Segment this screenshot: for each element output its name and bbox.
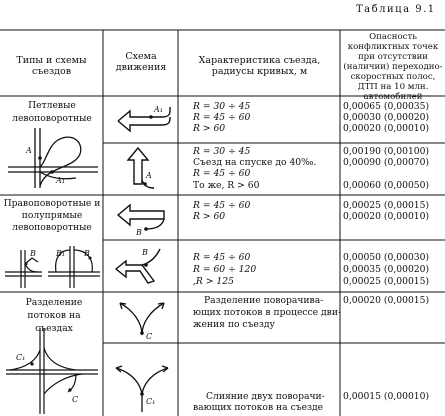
row4-char-3: ,R > 125 [193, 276, 234, 287]
row4-danger-3: 0,00025 (0,00015) [343, 276, 430, 287]
split-label-c: C [72, 395, 79, 404]
row5-char-1: Разделение поворачива- [204, 295, 324, 306]
group-title-right: Правоповоротные и полупрямые левоповоротные [3, 198, 101, 233]
loop-interchange-diagram [6, 128, 101, 190]
group-title-split: Разделение потоков на съездах [25, 297, 83, 334]
loop-label-a: A [26, 146, 32, 155]
row3-char-2: R > 60 [193, 211, 226, 222]
row4-danger-1: 0,00050 (0,00030) [343, 252, 430, 263]
row6-danger-1: 0,00015 (0,00010) [343, 391, 430, 402]
row2-char-4: То же, R > 60 [193, 180, 260, 191]
row1-danger-1: 0,00065 (0,00035) [343, 101, 430, 112]
scheme-label-row4: B [142, 248, 148, 257]
row1-char-3: R > 60 [193, 123, 226, 134]
header-danger: Опасность конфликтных точек при отсутствии (наличии) переходно-скоростных полос, ДТП на 10 млн. автомобилей [343, 32, 443, 102]
row2-danger-2: 0,00090 (0,00070) [343, 157, 430, 168]
row1-danger-3: 0,00020 (0,00010) [343, 123, 430, 134]
row2-danger-1: 0,00190 (0,00100) [343, 146, 430, 157]
row3-danger-1: 0,00025 (0,00015) [343, 200, 430, 211]
right-turn-diagrams [4, 244, 102, 290]
row2-char-1: R = 30 ÷ 45 [193, 146, 251, 157]
scheme-icon-row1 [112, 99, 174, 141]
row3-danger-2: 0,00020 (0,00010) [343, 211, 430, 222]
header-scheme: Схема движения [115, 51, 167, 73]
right-label-b2: B [84, 249, 90, 258]
scheme-icon-row2 [112, 146, 174, 192]
scheme-label-row2: A [146, 171, 152, 180]
scheme-label-row1: A₁ [154, 105, 163, 114]
row5-danger-1: 0,00020 (0,00015) [343, 295, 430, 306]
row3-char-1: R = 45 ÷ 60 [193, 200, 251, 211]
right-label-b: B [30, 249, 36, 258]
row1-char-2: R = 45 ÷ 60 [193, 112, 251, 123]
loop-label-a1: A₁ [56, 176, 65, 185]
header-types: Типы и схемы съездов [16, 55, 87, 77]
row2-danger-3: 0,00060 (0,00050) [343, 180, 430, 191]
group-title-loop: Петлевые левоповоротные [12, 100, 92, 124]
scheme-label-row3: B [136, 228, 142, 237]
scheme-icon-row5 [112, 295, 174, 341]
row6-char-1: Слияние двух поворачи- [206, 391, 325, 402]
row1-char-1: R = 30 ÷ 45 [193, 101, 251, 112]
split-label-c1: C₁ [16, 353, 26, 362]
scheme-icon-row4 [112, 243, 174, 291]
row5-char-3: жения по съезду [193, 319, 275, 330]
right-label-b1: B₁ [56, 249, 66, 258]
scheme-icon-row6 [112, 346, 174, 414]
row5-char-2: ющих потоков в процессе дви- [193, 307, 342, 318]
row4-danger-2: 0,00035 (0,00020) [343, 264, 430, 275]
row6-char-2: вающих потоков на съезде [193, 402, 324, 413]
header-characteristics: Характеристика съезда, радиусы кривых, м [198, 55, 321, 77]
flow-split-diagram [6, 328, 100, 414]
scheme-label-row6: C₁ [146, 397, 156, 406]
scheme-label-row5: C [146, 332, 153, 341]
row2-char-2: Съезд на спуске до 40‰. [193, 157, 317, 168]
row1-danger-2: 0,00030 (0,00020) [343, 112, 430, 123]
table-caption: Таблица 9.1 [356, 4, 436, 15]
row4-char-1: R = 45 ÷ 60 [193, 252, 251, 263]
scheme-icon-row3 [112, 197, 174, 239]
row2-char-3: R = 45 ÷ 60 [193, 168, 251, 179]
row4-char-2: R = 60 ÷ 120 [193, 264, 257, 275]
